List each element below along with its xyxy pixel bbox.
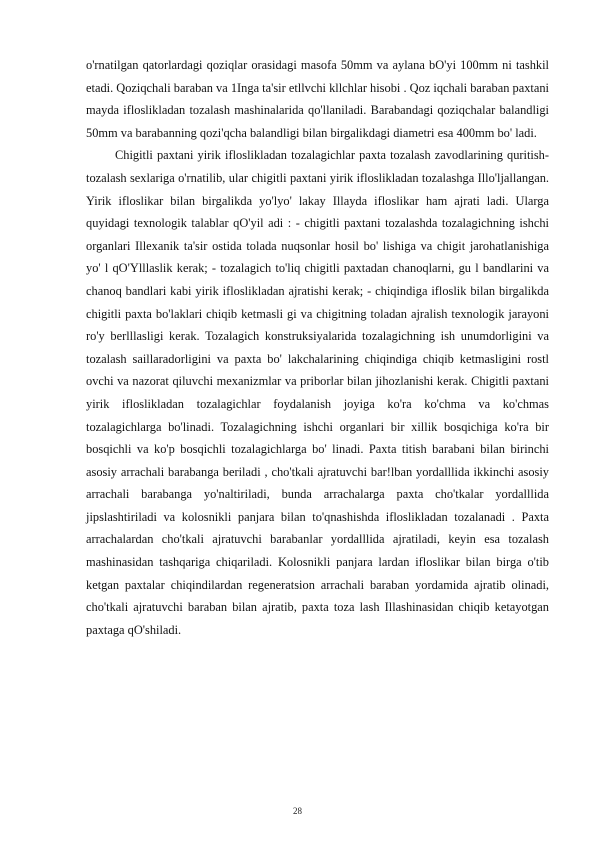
page-number: 28 — [293, 806, 302, 816]
paragraph-cotton-cleaners: Chigitli paxtani yirik ifloslikladan tozalagichlar paxta tozalash zavodlarining quritish-tozalash sexlariga o'rnatilib, ular chigitli paxtani yirik ifloslikladan tozalashga Illo'ljallangan. Yirik ifloslikar bilan birgalikda yo'lyo' lakay Illayda ifloslikar ham ajrati ladi. Ularga quyidagi texnologik talablar qO'yil adi : - chigitli paxtani tozalashda tozalagichning ishchi organlari Illexanik ta'sir ostida tolada nuqsonlar hosil bo' lishiga va chigit jarohatlanishiga yo' l qO'Ylllaslik kerak; - tozalagich to'liq chigitli paxtadan chanoqlarni, gu l bandlarini va chanoq bandlari kabi yirik ifloslikladan ajratishi kerak; - chiqindiga ifloslik bilan birgalikda chigitli paxta bo'laklari chiqib ketmasli gi va chigitning toladan ajralish texnologik jarayoni ro'y berlllasligi kerak. Tozalagich konstruksiyalarida tozalagichning ish unumdorligini va tozalash saillaradorligini va paxta bo' lakchalarining chiqindiga chiqib ketmasligini rostl ovchi va nazorat qiluvchi mexanizmlar va priborlar bilan jihozlanishi kerak. Chigitli paxtani yirik ifloslikladan tozalagichlar foydalanish joyiga ko'ra ko'chma va ko'chmas tozalagichlarga bo'linadi. Tozalagichning ishchi organlari bir xillik bosqichiga ko'ra bir bosqichli va ko'p bosqichli tozalagichlarga bo' linadi. Paxta titish barabani bilan birinchi asosiy arrachali barabanga beriladi , cho'tkali ajratuvchi bar!lban yordalllida ikkinchi asosiy arrachali barabanga yo'naltiriladi, bunda arrachalarga paxta cho'tkalar yordalllida jipslashtiriladi va kolosnikli panjara bilan to'qnashishda ifloslikladan tozalanadi . Paxta arrachalardan cho'tkali ajratuvchi barabanlar yordalllida ajratiladi, keyin esa tozalash mashinasidan tashqariga chiqariladi. Kolosnikli panjara lardan ifloslikar bilan birga o'tib ketgan paxtalar chiqindilardan regeneratsion arrachali baraban yordamida ajratib olinadi, cho'tkali ajratuvchi baraban bilan ajratib, paxta toza lash Illashinasidan chiqib ketayotgan paxtaga qO'shiladi. — [86, 148, 549, 637]
body-text — [86, 54, 549, 641]
paragraph-continuation: o'rnatilgan qatorlardagi qoziqlar orasidagi masofa 50mm va aylana bO'yi 100mm ni tashkil etadi. Qoziqchali baraban va 1Inga ta'sir etllvchi kllchlar hisobi . Qoz iqchali baraban paxtani mayda ifloslikladan tozalash mashinalarida qo'llaniladi. Barabandagi qoziqchalar balandligi 50mm va barabanning qozi'qcha balandligi bilan birgalikdagi diametri esa 400mm bo' ladi. — [86, 58, 549, 140]
